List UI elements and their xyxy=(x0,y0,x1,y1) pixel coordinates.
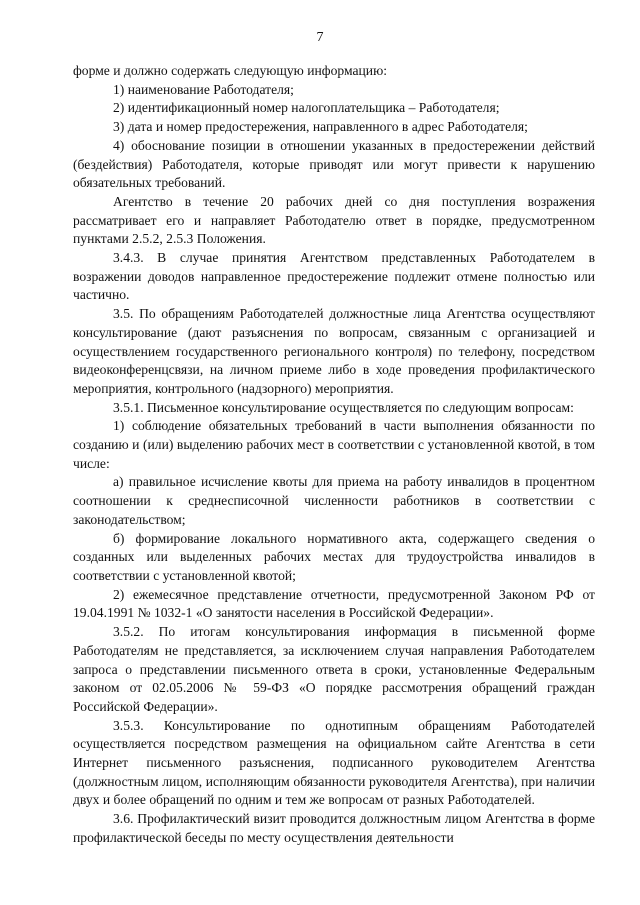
paragraph-3-5-2: 3.5.2. По итогам консультирования информация в письменной форме Работодателям не представляется, за исключением случая направления Работодателем запроса о представлении письменного ответа в сроки, установленные Федеральным законом от 02.05.2006 № 59-ФЗ «О порядке рассмотрения обращений граждан Российской Федерации». xyxy=(73,624,595,714)
list-item-quota-compliance: 1) соблюдение обязательных требований в части выполнения обязанности по созданию и (или) выделению рабочих мест в соответствии с установленной квотой, в том числе: xyxy=(73,418,595,471)
paragraph-3-5-1: 3.5.1. Письменное консультирование осуществляется по следующим вопросам: xyxy=(113,399,574,415)
paragraph-agency-review: Агентство в течение 20 рабочих дней со дня поступления возражения рассматривает его и направляет Работодателю ответ в порядке, предусмотренном пунктами 2.5.2, 2.5.3 Положения. xyxy=(73,193,595,247)
page-number: 7 xyxy=(316,30,324,45)
list-item-employer-name: 1) наименование Работодателя; xyxy=(113,81,294,97)
list-item-position-justification: 4) обоснование позиции в отношении указанных в предостережении действий (бездействия) Работодателя, которые приводят или могут привести к нарушению обязательных требований. xyxy=(73,137,595,191)
paragraph-3-5: 3.5. По обращениям Работодателей должностные лица Агентства осуществляют консультирование (дают разъяснения по вопросам, связанным с организацией и осуществлением государственного регионального контроля) по телефону, посредством видеоконференцсвязи, на личном приеме либо в ходе проведения профилактического мероприятия, контрольного (надзорного) мероприятия. xyxy=(73,306,595,396)
list-item-quota-calculation: а) правильное исчисление квоты для приема на работу инвалидов в процентном соотношении к среднесписочной численности работников в соответствии с законодательством; xyxy=(73,474,595,527)
paragraph-3-4-3: 3.4.3. В случае принятия Агентством представленных Работодателем в возражении доводов направленное предостережение подлежит отмене полностью или частично. xyxy=(73,250,595,303)
document-body xyxy=(73,62,595,848)
list-item-local-act: б) формирование локального нормативного акта, содержащего сведения о созданных или выделенных рабочих местах для трудоустройства инвалидов в соответствии с установленной квотой; xyxy=(73,530,595,583)
paragraph-intro: форме и должно содержать следующую информацию: xyxy=(73,63,388,78)
list-item-warning-date-number: 3) дата и номер предостережения, направленного в адрес Работодателя; xyxy=(113,119,528,135)
paragraph-3-5-3: 3.5.3. Консультирование по однотипным обращениям Работодателей осуществляется посредством размещения на официальном сайте Агентства в сети Интернет письменного разъяснения, подписанного руководителем Агентства (должностным лицом, исполняющим обязанности руководителя Агентства), при наличии двух и более обращений по одним и тем же вопросам от разных Работодателей. xyxy=(73,717,595,808)
list-item-monthly-reporting: 2) ежемесячное представление отчетности, предусмотренной Законом РФ от 19.04.1991 № 1032-1 «О занятости населения в Российской Федерации». xyxy=(73,586,595,621)
list-item-taxpayer-id: 2) идентификационный номер налогоплательщика – Работодателя; xyxy=(113,100,500,116)
paragraph-3-6: 3.6. Профилактический визит проводится должностным лицом Агентства в форме профилактической беседы по месту осуществления деятельности xyxy=(73,811,595,845)
